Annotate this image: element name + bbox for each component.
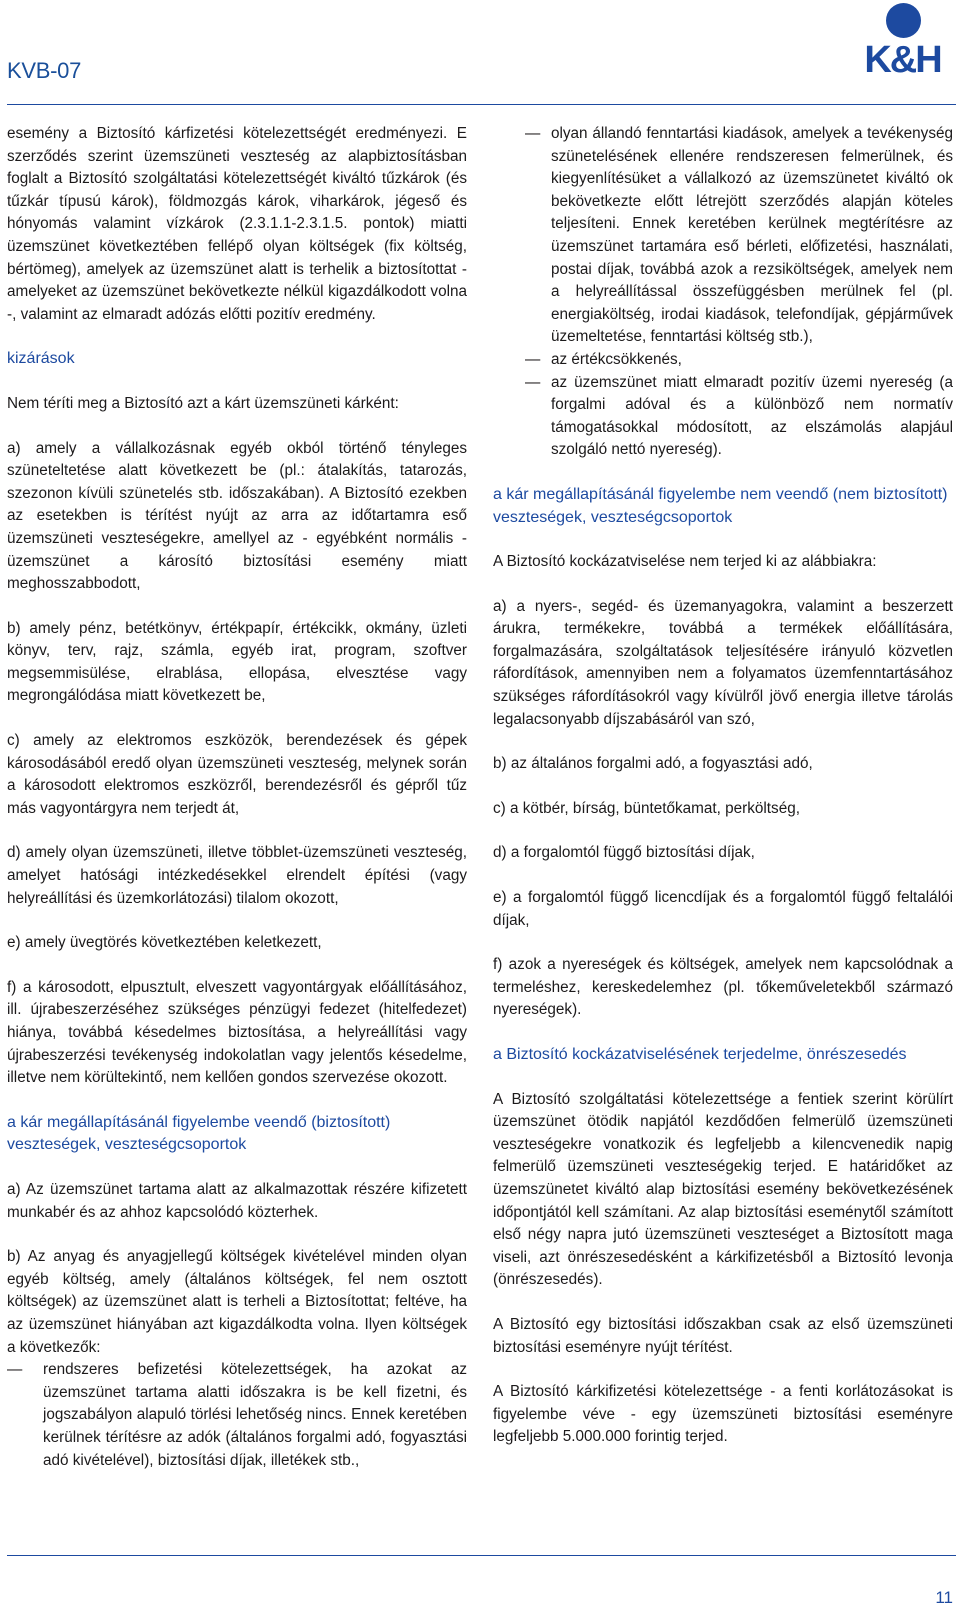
heading-considered-losses: a kár megállapításánál figyelembe veendő (biztosított) veszteségek, veszteségcsoportok [7, 1113, 391, 1154]
document-code: KVB-07 [7, 58, 82, 83]
exclusions-intro: Nem téríti meg a Biztosító azt a kárt üzemszüneti kárként: [7, 394, 399, 412]
page-number: 11 [935, 1588, 953, 1607]
left-column [7, 123, 467, 1472]
list-item: — az értékcsökkenés, [493, 349, 953, 372]
not-considered-item-c: c) a kötbér, bírság, büntetőkamat, perköltség, [493, 799, 800, 817]
exclusion-item-a: a) amely a vállalkozásnak egyéb okból történő tényleges szüneteltetése alatt következett be (pl.: átalakítás, tatarozás, szezonon kívüli szünetelés stb. időszakában). A Biztosító ezekben az esetekben is térítést nyújt az arra az időtartamra eső üzemszüneti veszteségekre, amellyel az - egyébként normális - üzemszünet a károsító biztosítási esemény miatt meghosszabbodott, [7, 439, 467, 593]
right-dash-list [493, 123, 953, 462]
heading-not-considered-losses: a kár megállapításánál figyelembe nem veendő (nem biztosított) veszteségek, veszteségcsoportok [493, 485, 948, 526]
logo-circle-icon [886, 3, 921, 38]
logo-wordmark: K&H [864, 39, 941, 81]
not-considered-item-f: f) azok a nyereségek és költségek, amelyek nem kapcsolódnak a termeléshez, kereskedelemhez (pl. tőkeműveletekből származó nyereségek). [493, 956, 953, 1019]
not-considered-item-d: d) a forgalomtól függő biztosítási díjak, [493, 844, 755, 862]
scope-paragraph-2: A Biztosító egy biztosítási időszakban csak az első üzemszüneti biztosítási eseményre nyújt térítést. [493, 1315, 953, 1356]
exclusion-item-f: f) a károsodott, elpusztult, elveszett vagyontárgyak előállításához, ill. újrabeszerzéséhez szükséges pénzügyi fedezet (hitelfedezet) hiánya, továbbá késedelmes biztosítása, a helyreállítási vagy újrabeszerzési tevékenység indokolatlan vagy jelentős késedelme, illetve nem körültekintő, nem kellően gondos szervezése okozott. [7, 978, 467, 1087]
kh-logo [850, 0, 955, 86]
heading-exclusions: kizárások [7, 350, 75, 368]
exclusion-item-c: c) amely az elektromos eszközök, berendezések és gépek károsodásából eredő olyan üzemszüneti veszteség, melynek során a károsodott elektromos eszközről, berendezésről és gépről tűz más vagyontárgyra nem terjedt át, [7, 732, 467, 817]
scope-paragraph-1: A Biztosító szolgáltatási kötelezettsége a fentiek szerint körülírt üzemszünet ötödik napjától kezdődően felmerülő üzemszüneti veszteségekre vonatkozik és legfeljebb a kilencvenedik napig felmerülő üzemszüneti veszteségekig terjed. E határidőket az üzemszünetet kiváltó alap biztosítási esemény bekövetkezésének időpontjától kell számítani. Az alap biztosítási eseménytől számított első négy napra jutó üzemszüneti veszteséget a Biztosított maga viseli, azt önrészesedésként a kárkifizetésből a Biztosító levonja (önrészesedés). [493, 1090, 953, 1289]
exclusion-item-e: e) amely üvegtörés következtében keletkezett, [7, 934, 322, 952]
considered-item-a: a) Az üzemszünet tartama alatt az alkalmazottak részére kifizetett munkabér és az ahhoz kapcsolódó közterhek. [7, 1180, 467, 1221]
list-item: — az üzemszünet miatt elmaradt pozitív üzemi nyereség (a forgalmi adóval és a különböző nem normatív támogatásokkal módosított, az elszámolás alapjául szolgáló nettó nyereség). [493, 372, 953, 462]
intro-paragraph: esemény a Biztosító kárfizetési kötelezettségét eredményezi. E szerződés szerint üzemszüneti veszteség az alapbiztosításban foglalt a Biztosító szolgáltatási kötelezettségét kiváltó tűzkárok (és tűzkár típusú károk), földmozgás károk, viharkárok, jégeső és hónyomás valamint vízkárok (2.3.1.1-2.3.1.5. pontok) miatti üzemszünet következtében fellépő olyan költségek (fix költség, bértömeg), amelyek az üzemszünet alatt is terhelik a biztosítottat - amelyeket az üzemszünet bekövetkezte nélkül kigazdálkodott volna -, valamint az elmaradt adózás előtti pozitív eredmény. [7, 125, 467, 323]
scope-paragraph-3: A Biztosító kárkifizetési kötelezettsége - a fenti korlátozásokat is figyelembe véve - egy üzemszüneti biztosítási eseményre legfeljebb 5.000.000 forintig terjed. [493, 1383, 953, 1446]
list-item: — rendszeres befizetési kötelezettségek, ha azokat az üzemszünet tartama alatti időszakra is be kell fizetni, és jogszabályon alapuló törlési lehetőség nincs. Ennek keretében kerülnek térítésre az adók (általános forgalmi adó, fogyasztási adó kivételével), biztosítási díjak, illetékek stb., [7, 1359, 467, 1472]
not-considered-intro: A Biztosító kockázatviselése nem terjed ki az alábbiakra: [493, 553, 877, 571]
list-item: — olyan állandó fenntartási kiadások, amelyek a tevékenység szünetelésének ellenére rendszeresen felmerülnek, és kiegyenlítésüket a vállalkozó az üzemszünetet kiváltó ok bekövetkezte előtt létrejött szerződés alapján köteles teljesíteni. Ennek keretében kerülnek megtérítésre az üzemszünet tartamára eső bérleti, előfizetési, használati, postai díjak, továbbá azok a rezsiköltségek, amelyek nem a helyreállítással összefüggésben merülnek fel (pl. energiaköltség, irodai kiadások, telefondíjak, gépjárművek üzemeltetése, fenntartási költség stb.), [493, 123, 953, 349]
exclusion-item-b: b) amely pénz, betétkönyv, értékpapír, értékcikk, okmány, üzleti könyv, terv, rajz, számla, egyéb irat, program, szoftver megsemmisülése, elrablása, ellopása, elvesztése vagy megrongálódása miatt következett be, [7, 619, 467, 705]
not-considered-item-b: b) az általános forgalmi adó, a fogyasztási adó, [493, 755, 813, 773]
not-considered-item-e: e) a forgalomtól függő licencdíjak és a forgalomtól függő feltalálói díjak, [493, 889, 953, 929]
header-divider [7, 104, 956, 105]
heading-coverage-scope: a Biztosító kockázatviselésének terjedelme, önrészesedés [493, 1046, 907, 1063]
footer-divider [7, 1555, 956, 1556]
exclusion-item-d: d) amely olyan üzemszüneti, illetve többlet-üzemszüneti veszteség, amelyet hatósági intézkedésekkel elrendelt építési (vagy helyreállítási és üzemkorlátozási) tilalom okozott, [7, 844, 467, 907]
not-considered-item-a: a) a nyers-, segéd- és üzemanyagokra, valamint a beszerzett árukra, termékekre, továbbá a termékek előállítására, forgalmazására, szolgáltatások teljesítésére irányuló közvetlen ráfordítások, amennyiben nem a folyamatos üzemfenntartásához szükséges ráfordításokról vagy kívülről jövő energia illetve tárolás legalacsonyabb díjszabásáról van szó, [493, 597, 953, 728]
considered-item-b: b) Az anyag és anyagjellegű költségek kivételével minden olyan egyéb költség, amely (általános költségek, fel nem osztott költségek) az üzemszünet alatt is terheli a Biztosítottat; feltéve, ha az üzemszünet hiányában azt kigazdálkodta volna. Ilyen költségek a következők: [7, 1248, 467, 1356]
left-dash-list [7, 1359, 467, 1472]
right-column [493, 123, 953, 1471]
